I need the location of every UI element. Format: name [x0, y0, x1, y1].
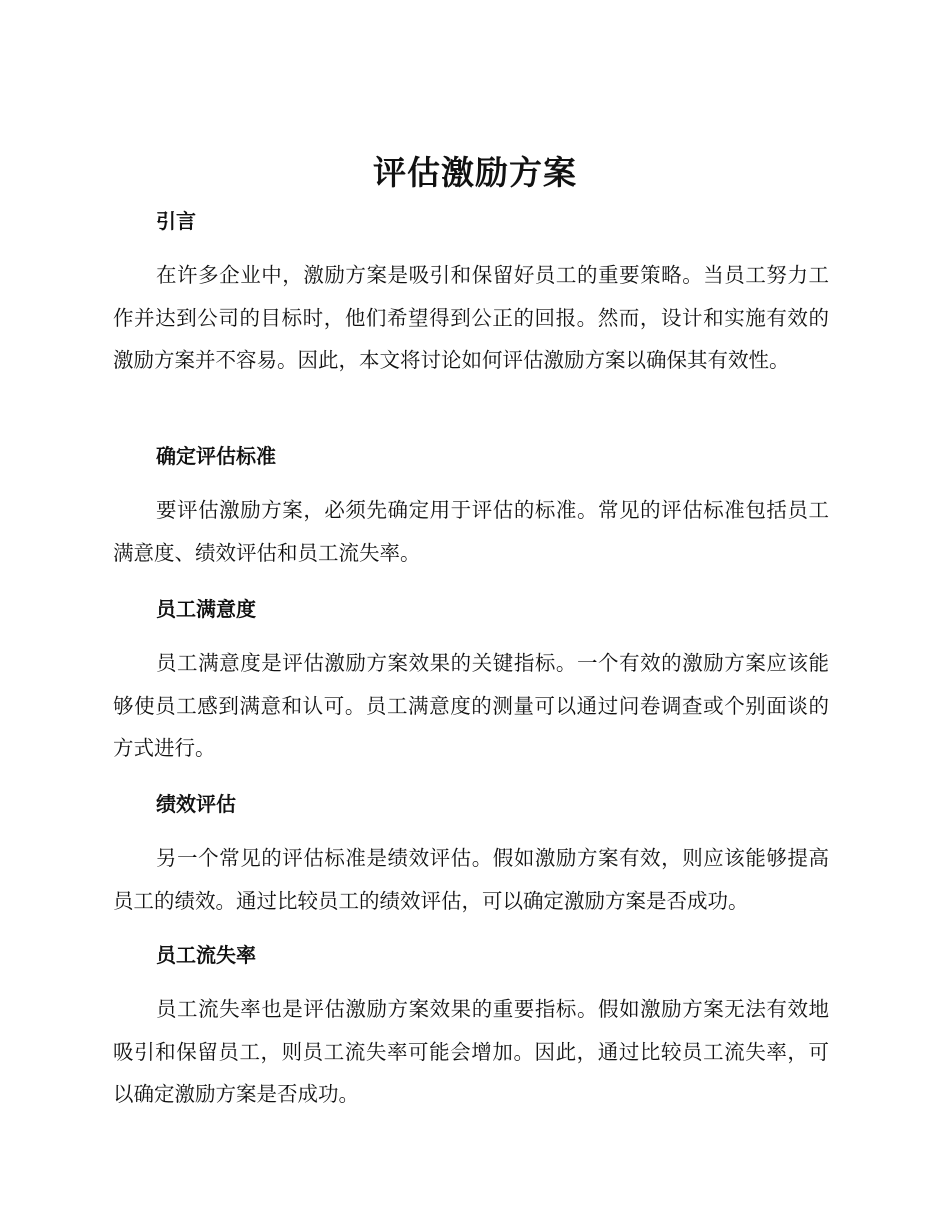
section-heading-performance: 绩效评估: [156, 792, 236, 816]
section-paragraph-criteria: 要评估激励方案，必须先确定用于评估的标准。常见的评估标准包括员工满意度、绩效评估和员工流失率。: [113, 498, 829, 565]
section-heading-criteria: 确定评估标准: [156, 444, 276, 468]
section-heading-introduction: 引言: [156, 209, 196, 233]
section-paragraph-performance: 另一个常见的评估标准是绩效评估。假如激励方案有效，则应该能够提高员工的绩效。通过比较员工的绩效评估，可以确定激励方案是否成功。: [113, 846, 829, 913]
section-paragraph-introduction: 在许多企业中，激励方案是吸引和保留好员工的重要策略。当员工努力工作并达到公司的目标时，他们希望得到公正的回报。然而，设计和实施有效的激励方案并不容易。因此，本文将讨论如何评估激励方案以确保其有效性。: [113, 263, 829, 372]
section-heading-turnover: 员工流失率: [156, 943, 256, 967]
document-title: 评估激励方案: [373, 153, 577, 192]
section-heading-satisfaction: 员工满意度: [156, 597, 256, 621]
section-paragraph-satisfaction: 员工满意度是评估激励方案效果的关键指标。一个有效的激励方案应该能够使员工感到满意和认可。员工满意度的测量可以通过问卷调查或个别面谈的方式进行。: [113, 651, 829, 760]
section-paragraph-turnover: 员工流失率也是评估激励方案效果的重要指标。假如激励方案无法有效地吸引和保留员工，则员工流失率可能会增加。因此，通过比较员工流失率，可以确定激励方案是否成功。: [113, 997, 829, 1106]
